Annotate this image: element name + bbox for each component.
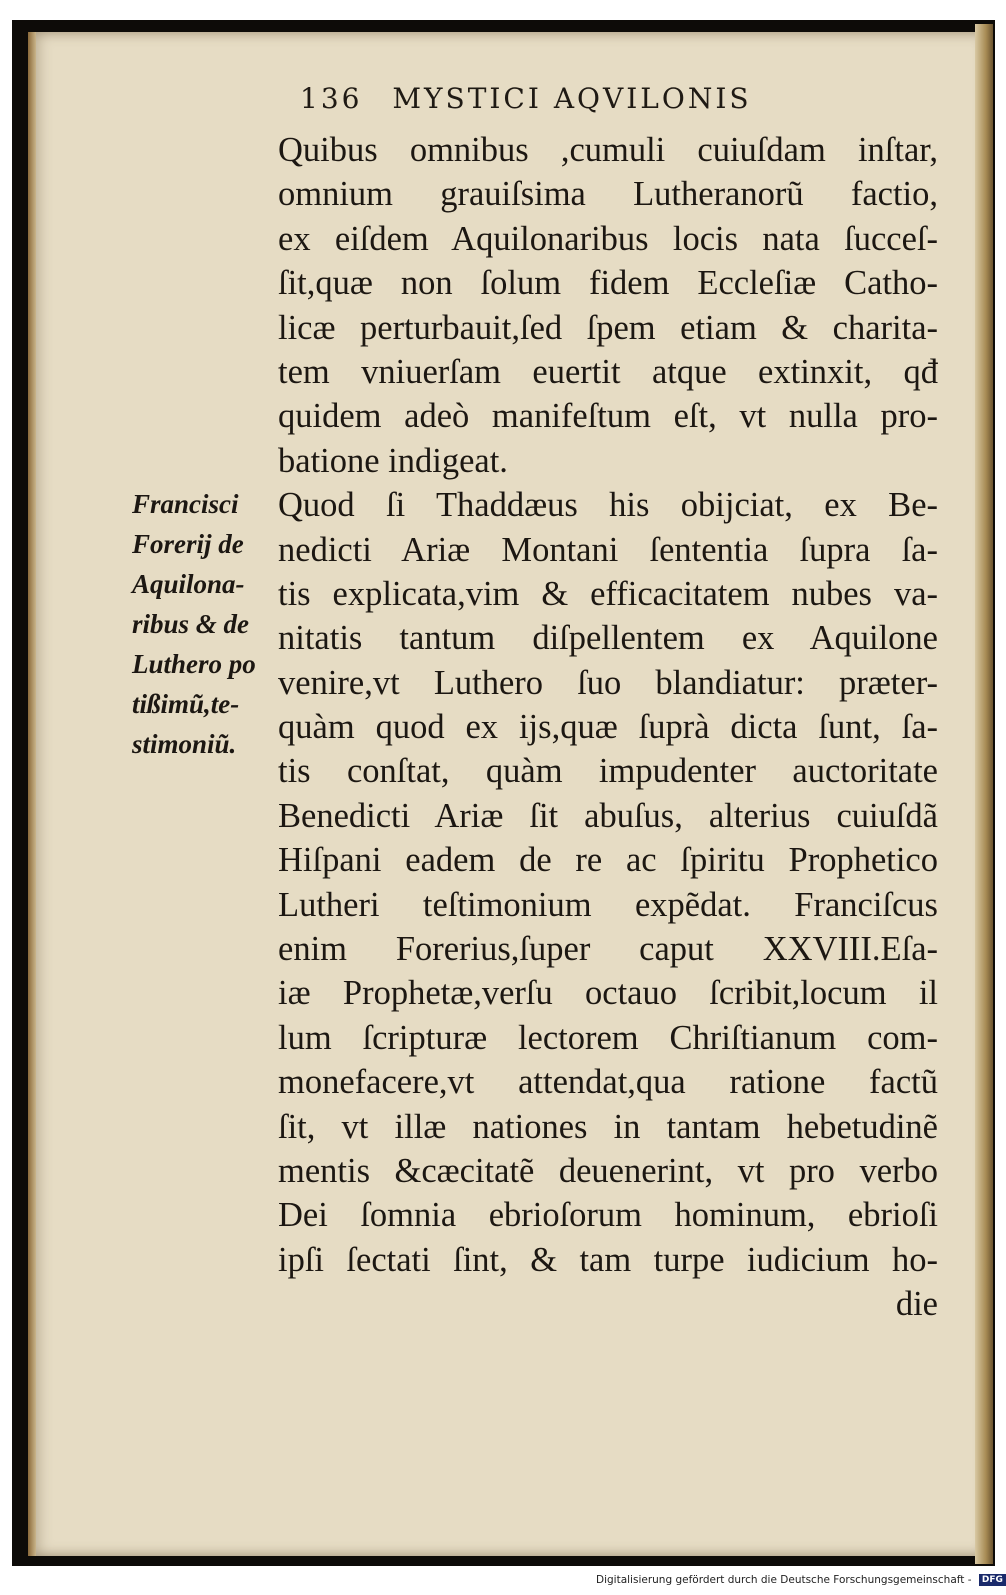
text-line: batione indigeat. bbox=[278, 441, 508, 480]
text-line: enim Forerius,ſuper caput XXVIII.Eſa- bbox=[278, 930, 938, 969]
marginal-line: tißimũ,te- bbox=[132, 689, 240, 719]
digitization-credit bbox=[596, 1574, 1006, 1586]
text-line: Benedicti Ariæ ſit abuſus, alterius cuiuſdã bbox=[278, 796, 938, 835]
body-text bbox=[278, 128, 938, 1327]
text-line: ex eiſdem Aquilonaribus locis nata ſucceſ- bbox=[278, 219, 938, 258]
running-title: MYSTICI AQVILONIS bbox=[392, 82, 752, 115]
catchword: die bbox=[895, 1285, 938, 1324]
text-line: mentis &cæcitatẽ deuenerint, vt pro verbo bbox=[278, 1151, 938, 1190]
text-line: monefacere,vt attendat,qua ratione factũ bbox=[278, 1063, 938, 1102]
text-line: omnium grauiſsima Lutheranorũ factio, bbox=[278, 175, 938, 214]
page-number: 136 bbox=[300, 82, 363, 115]
marginal-line: Francisci bbox=[132, 489, 239, 519]
running-head bbox=[300, 82, 840, 115]
text-line: iæ Prophetæ,verſu octauo ſcribit,locum il bbox=[278, 974, 938, 1013]
text-line: tem vniuerſam euertit atque extinxit, qđ bbox=[278, 352, 938, 391]
text-line: ipſi ſectati ſint, & tam turpe iudicium ho- bbox=[278, 1240, 938, 1279]
credit-text: Digitalisierung gefördert durch die Deutsche Forschungsgemeinschaft - bbox=[596, 1574, 972, 1586]
marginal-line: ribus & de bbox=[132, 609, 250, 639]
dfg-logo: DFG bbox=[979, 1574, 1006, 1586]
text-line: ſit, vt illæ nationes in tantam hebetudinẽ bbox=[278, 1107, 938, 1146]
text-line: ſit,quæ non ſolum fidem Eccleſiæ Catho- bbox=[278, 264, 938, 303]
text-line: lum ſcripturæ lectorem Chriſtianum com- bbox=[278, 1018, 938, 1057]
text-line: licæ perturbauit,ſed ſpem etiam & charita- bbox=[278, 308, 938, 347]
text-line: venire,vt Luthero ſuo blandiatur: præter- bbox=[278, 663, 938, 702]
text-line: nedicti Ariæ Montani ſententia ſupra ſa- bbox=[278, 530, 938, 569]
text-line: Quibus omnibus ,cumuli cuiuſdam inſtar, bbox=[278, 131, 938, 169]
page-gutter-shadow bbox=[28, 32, 36, 1556]
text-line: tis explicata,vim & efficacitatem nubes va- bbox=[278, 574, 938, 613]
text-line: Hiſpani eadem de re ac ſpiritu Prophetico bbox=[278, 841, 938, 880]
text-line: tis conſtat, quàm impudenter auctoritate bbox=[278, 752, 938, 791]
text-line: quàm quod ex ijs,quæ ſuprà dicta ſunt, ſa- bbox=[278, 708, 938, 747]
text-line: Quod ſi Thaddæus his obijciat, ex Be- bbox=[278, 486, 938, 525]
text-line: nitatis tantum diſpellentem ex Aquilone bbox=[278, 619, 938, 658]
marginal-line: Aquilona- bbox=[132, 569, 245, 599]
marginal-note bbox=[132, 484, 272, 764]
marginal-line: Forerij de bbox=[132, 529, 244, 559]
page-edge-stack bbox=[975, 24, 993, 1564]
marginal-line: Luthero po bbox=[132, 649, 256, 679]
text-line: quidem adeò manifeſtum eſt, vt nulla pro- bbox=[278, 397, 938, 436]
text-line: Dei ſomnia ebrioſorum hominum, ebrioſi bbox=[278, 1196, 938, 1235]
marginal-line: stimoniũ. bbox=[132, 729, 237, 759]
text-line: Lutheri teſtimonium expẽdat. Franciſcus bbox=[278, 885, 938, 924]
